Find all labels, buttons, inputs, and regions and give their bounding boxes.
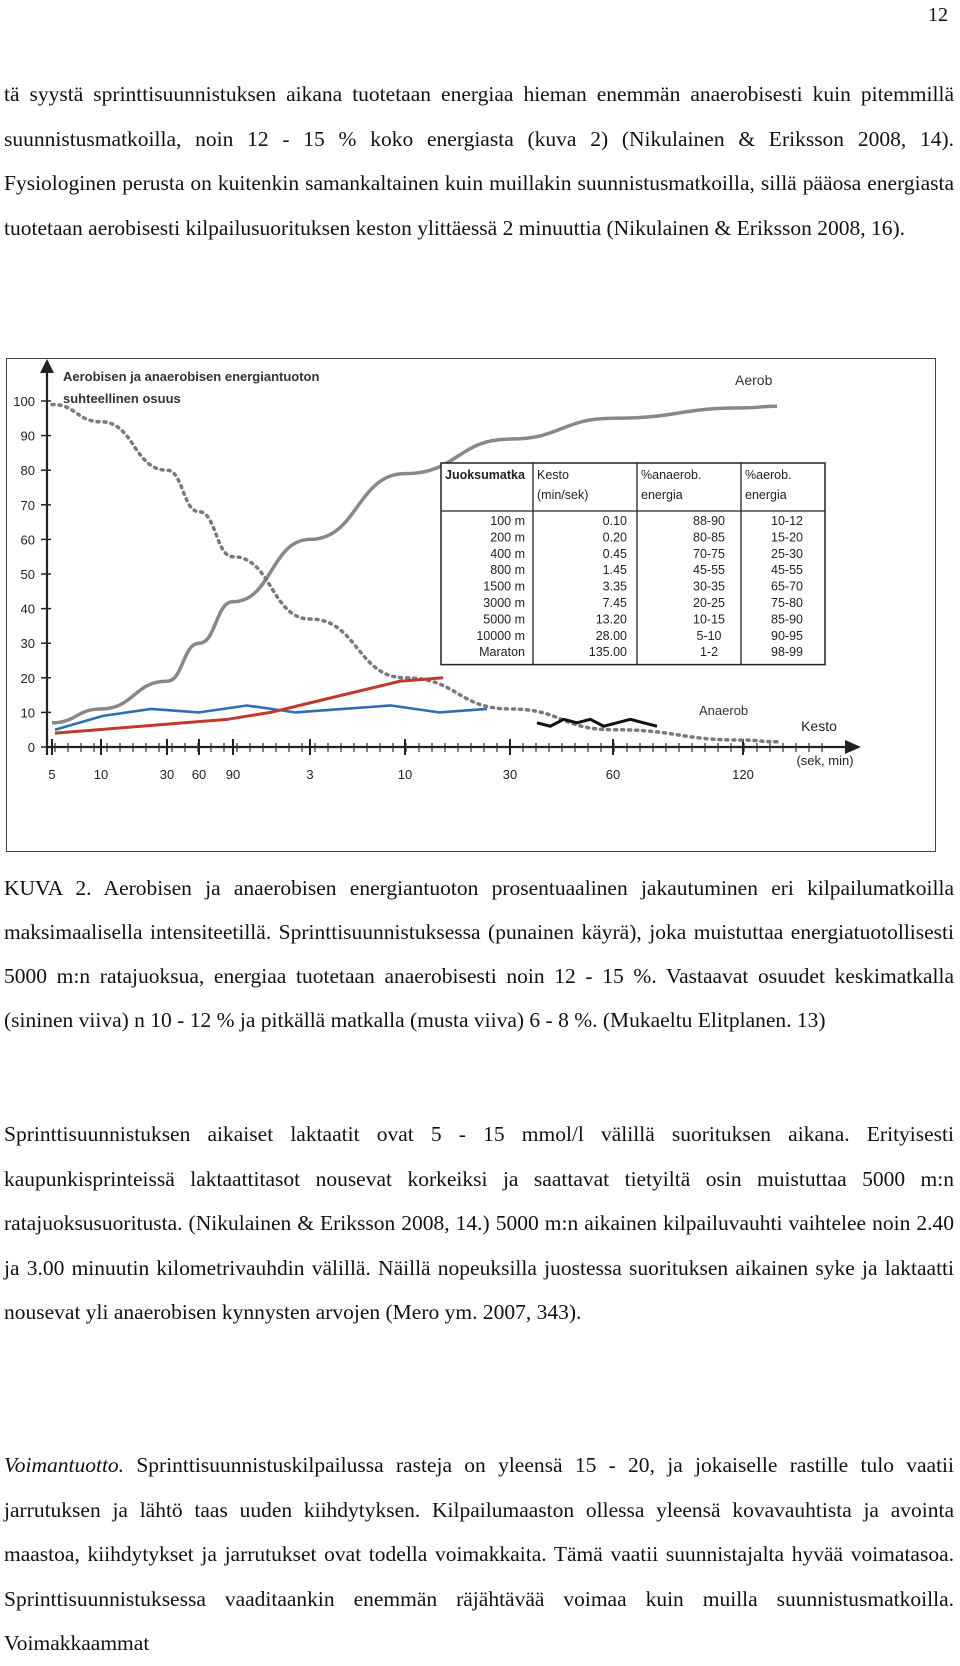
x-tick-label: 10 — [397, 767, 413, 782]
table-cell-anaerobic: 20-25 — [693, 596, 725, 610]
table-header-line: (min/sek) — [537, 488, 589, 502]
y-tick-label: 70 — [20, 497, 35, 513]
x-tick-label: 10 — [93, 767, 109, 782]
table-cell-distance: Maraton — [479, 645, 525, 660]
table-cell-aerobic: 45-55 — [771, 563, 803, 578]
y-tick-label: 50 — [20, 567, 35, 582]
x-tick-label: 60 — [605, 767, 621, 782]
chart-title-line1: Aerobisen ja anaerobisen energiantuoton — [63, 369, 320, 384]
table-cell-duration: 3.35 — [602, 579, 627, 594]
aerob-label: Aerob — [735, 372, 773, 388]
table-cell-aerobic: 98-99 — [771, 645, 803, 660]
table-cell-distance: 3000 m — [483, 596, 525, 610]
table-cell-anaerobic: 45-55 — [693, 563, 725, 578]
anaerob-label: Anaerob — [699, 703, 749, 718]
table-cell-duration: 1.45 — [602, 563, 627, 578]
table-header-line: %anaerob. — [641, 468, 702, 482]
y-tick-label: 10 — [20, 705, 35, 721]
table-cell-anaerobic: 10-15 — [693, 612, 725, 627]
x-tick-label: 30 — [159, 767, 175, 782]
table-cell-anaerobic: 5-10 — [696, 628, 722, 643]
table-cell-aerobic: 90-95 — [771, 628, 803, 643]
table-cell-aerobic: 65-70 — [771, 579, 803, 594]
x-tick-label: 5 — [48, 767, 56, 782]
table-cell-duration: 0.45 — [602, 546, 627, 561]
table-header-line: Juoksumatka — [445, 468, 525, 482]
x-tick-label: 30 — [502, 767, 518, 782]
middle-distance-line — [55, 705, 487, 729]
table-cell-distance: 200 m — [490, 530, 525, 545]
energy-chart-figure — [6, 358, 936, 852]
x-axis-arrow — [845, 740, 861, 754]
long-distance-line — [537, 719, 657, 726]
paragraph-1: tä syystä sprinttisuunnistuksen aikana tuotetaan energiaa hieman enemmän anaerobisesti kuin pitemmillä suunnistusmatkoilla, noin 12 - 15 % koko energiasta (kuva 2) (Nikulainen & Eriksson 2008, 14). Fysiologinen perusta on kuitenkin samankaltainen kuin muillakin suunnistusmatkoilla, sillä pääosa energiasta tuotetaan aerobisesti kilpailusuorituksen keston ylittäessä 2 minuuttia (Nikulainen & Eriksson 2008, 16). — [4, 82, 954, 240]
y-tick-label: 100 — [13, 394, 35, 409]
table-cell-duration: 13.20 — [595, 612, 627, 627]
y-axis-arrow — [40, 359, 54, 373]
table-cell-duration: 0.10 — [602, 514, 627, 528]
x-tick-label: 3 — [306, 767, 314, 782]
y-tick-label: 80 — [20, 463, 35, 479]
table-cell-aerobic: 15-20 — [771, 530, 803, 545]
table-cell-aerobic: 10-12 — [771, 514, 803, 528]
table-cell-anaerobic: 30-35 — [693, 579, 725, 594]
table-header-cell — [445, 468, 526, 482]
y-tick-label: 40 — [20, 601, 35, 617]
y-tick-label: 20 — [20, 670, 35, 686]
energy-chart — [7, 359, 937, 853]
table-cell-anaerobic: 88-90 — [693, 514, 725, 528]
table-cell-distance: 5000 m — [483, 612, 525, 627]
table-cell-aerobic: 75-80 — [771, 596, 803, 610]
y-tick-label: 90 — [20, 428, 35, 444]
paragraph-3-lead: Voimantuotto. — [4, 1453, 125, 1477]
table-cell-anaerobic: 1-2 — [699, 645, 719, 660]
table-cell-duration: 28.00 — [595, 628, 627, 643]
figure-caption: KUVA 2. Aerobisen ja anaerobisen energiantuoton prosentuaalinen jakautuminen eri kilpailumatkoilla maksimaalisella intensiteetillä. Sprinttisuunnistuksessa (punainen käyrä), joka muistuttaa energiatuotollisesti 5000 m:n ratajuoksua, energiaa tuotetaan anaerobisesti noin 12 - 15 %. Vastaavat osuudet keskimatkalla (sininen viiva) n 10 - 12 % ja pitkällä matkalla (musta viiva) 6 - 8 %. (Mukaeltu Elitplanen. 13) — [4, 876, 954, 1032]
table-cell-aerobic: 85-90 — [771, 612, 803, 627]
chart-title-line2: suhteellinen osuus — [63, 391, 181, 406]
table-header-line: Kesto — [537, 468, 569, 482]
paragraph-3 — [4, 1443, 954, 1666]
table-cell-distance: 100 m — [490, 514, 525, 528]
y-tick-label: 0 — [27, 740, 35, 755]
y-tick-label: 30 — [20, 636, 35, 652]
x-tick-label: 60 — [191, 767, 207, 782]
table-header-line: energia — [641, 488, 683, 502]
x-tick-label: 120 — [732, 767, 754, 782]
table-header-line: energia — [745, 488, 787, 502]
table-cell-duration: 0.20 — [602, 530, 627, 545]
x-axis-label-line1: Kesto — [801, 718, 837, 734]
table-cell-distance: 10000 m — [476, 628, 525, 643]
x-tick-label: 90 — [225, 767, 241, 782]
table-cell-duration: 7.45 — [602, 596, 627, 610]
table-cell-duration: 135.00 — [588, 645, 627, 660]
chart-table — [441, 463, 825, 665]
y-tick-label: 60 — [20, 532, 35, 548]
table-cell-anaerobic: 70-75 — [693, 546, 725, 561]
paragraph-2: Sprinttisuunnistuksen aikaiset laktaatit ovat 5 - 15 mmol/l välillä suorituksen aikana. Erityisesti kaupunkisprinteissä laktaattitasot nousevat korkeiksi ja saattavat tietyiltä osin muistuttaa 5000 m:n ratajuoksusuoritusta. (Nikulainen & Eriksson 2008, 14.) 5000 m:n aikainen kilpailuvauhti vaihtelee noin 2.40 ja 3.00 minuutin kilometrivauhdin välillä. Näillä nopeuksilla juostessa suorituksen aikainen syke ja laktaatti nousevat yli anaerobisen kynnysten arvojen (Mero ym. 2007, 343). — [4, 1122, 954, 1324]
table-cell-aerobic: 25-30 — [771, 546, 803, 561]
table-cell-anaerobic: 80-85 — [693, 530, 725, 545]
page-number: 12 — [928, 4, 948, 26]
table-cell-distance: 800 m — [490, 563, 525, 578]
table-cell-distance: 400 m — [490, 546, 525, 561]
paragraph-3-body: Sprinttisuunnistuskilpailussa rasteja on yleensä 15 - 20, ja jokaiselle rastille tulo vaatii jarrutuksen ja lähtö taas uuden kiihdytyksen. Kilpailumaaston ollessa yleensä kovavauhtista ja avointa maastoa, kiihdytykset ja jarrutukset ovat todella voimakkaita. Tämä vaatii suunnistajalta hyvää voimatasoa. Sprinttisuunnistuksessa vaaditaankin enemmän räjähtävää voimaa kuin muilla suunnistusmatkoilla. Voimakkaammat — [4, 1453, 954, 1655]
x-axis-label-line2: (sek, min) — [796, 753, 854, 768]
table-header-line: %aerob. — [745, 468, 792, 482]
table-cell-distance: 1500 m — [483, 579, 525, 594]
